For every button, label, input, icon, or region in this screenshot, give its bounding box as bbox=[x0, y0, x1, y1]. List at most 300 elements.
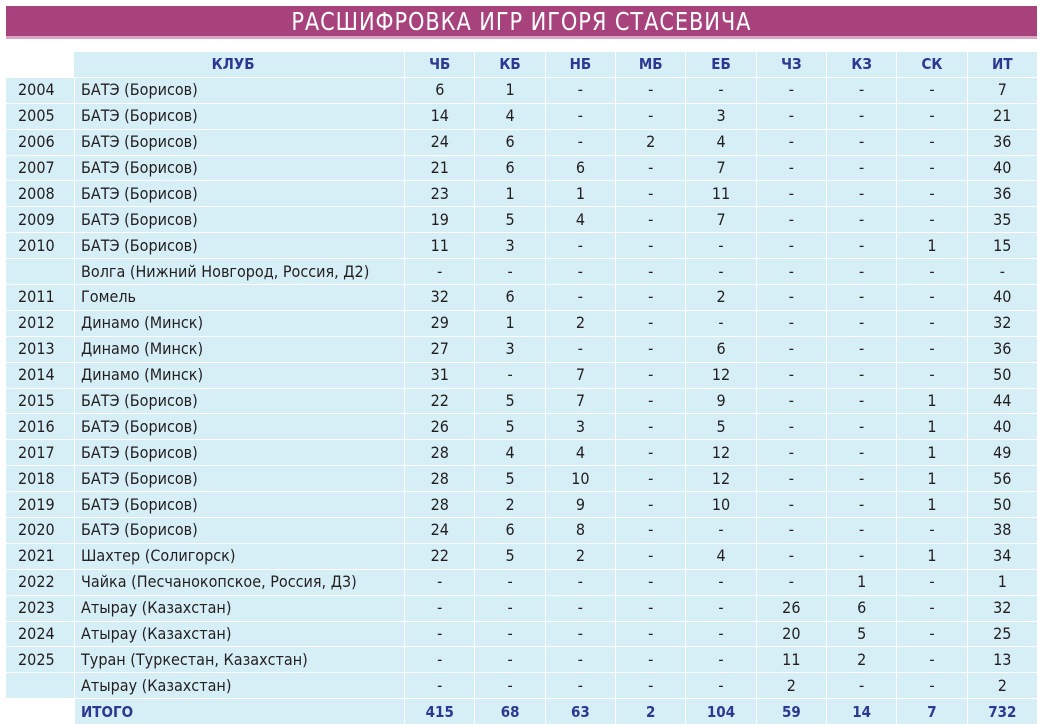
table-row bbox=[6, 622, 1037, 648]
value-cell: - bbox=[896, 570, 966, 596]
value-cell: - bbox=[545, 285, 615, 311]
table-row bbox=[6, 570, 1037, 596]
value-cell: 4 bbox=[474, 104, 544, 130]
value-cell: - bbox=[474, 622, 544, 648]
value-cell: - bbox=[896, 647, 966, 673]
value-cell: - bbox=[545, 130, 615, 156]
value-cell: 6 bbox=[685, 337, 755, 363]
header-col-nb: НБ bbox=[545, 52, 615, 78]
header-col-kz: КЗ bbox=[826, 52, 896, 78]
header-row bbox=[6, 52, 1037, 78]
value-cell: 4 bbox=[545, 440, 615, 466]
value-cell: 40 bbox=[967, 414, 1037, 440]
club-cell: Динамо (Минск) bbox=[74, 337, 404, 363]
value-cell: - bbox=[685, 596, 755, 622]
value-cell: 1 bbox=[474, 181, 544, 207]
value-cell: 25 bbox=[967, 622, 1037, 648]
total-cell: 732 bbox=[967, 699, 1037, 725]
value-cell: - bbox=[615, 440, 685, 466]
year-cell: 2023 bbox=[6, 596, 74, 622]
value-cell: - bbox=[826, 389, 896, 415]
table-row bbox=[6, 311, 1037, 337]
value-cell: - bbox=[756, 311, 826, 337]
value-cell: 2 bbox=[615, 130, 685, 156]
value-cell: - bbox=[826, 104, 896, 130]
value-cell: - bbox=[756, 544, 826, 570]
total-cell: 415 bbox=[404, 699, 474, 725]
value-cell: 36 bbox=[967, 181, 1037, 207]
value-cell: - bbox=[474, 647, 544, 673]
table-row bbox=[6, 130, 1037, 156]
table-row bbox=[6, 156, 1037, 182]
table-row bbox=[6, 233, 1037, 259]
total-cell: 59 bbox=[756, 699, 826, 725]
value-cell: - bbox=[826, 259, 896, 285]
club-cell: Атырау (Казахстан) bbox=[74, 622, 404, 648]
club-cell: БАТЭ (Борисов) bbox=[74, 466, 404, 492]
value-cell: - bbox=[545, 78, 615, 104]
year-cell: 2011 bbox=[6, 285, 74, 311]
value-cell: - bbox=[685, 673, 755, 699]
value-cell: 1 bbox=[545, 181, 615, 207]
value-cell: - bbox=[615, 181, 685, 207]
club-cell: Шахтер (Солигорск) bbox=[74, 544, 404, 570]
value-cell: - bbox=[685, 78, 755, 104]
table-body bbox=[6, 78, 1037, 699]
value-cell: - bbox=[545, 337, 615, 363]
value-cell: 50 bbox=[967, 363, 1037, 389]
table-row bbox=[6, 518, 1037, 544]
club-cell: Атырау (Казахстан) bbox=[74, 673, 404, 699]
value-cell: - bbox=[404, 622, 474, 648]
value-cell: - bbox=[404, 570, 474, 596]
value-cell: - bbox=[615, 104, 685, 130]
value-cell: - bbox=[756, 570, 826, 596]
year-cell bbox=[6, 673, 74, 699]
value-cell: - bbox=[896, 181, 966, 207]
value-cell: 11 bbox=[685, 181, 755, 207]
value-cell: - bbox=[545, 104, 615, 130]
value-cell: - bbox=[826, 78, 896, 104]
value-cell: 12 bbox=[685, 363, 755, 389]
value-cell: 3 bbox=[685, 104, 755, 130]
total-cell: 68 bbox=[474, 699, 544, 725]
club-cell: БАТЭ (Борисов) bbox=[74, 440, 404, 466]
value-cell: - bbox=[615, 156, 685, 182]
value-cell: - bbox=[826, 544, 896, 570]
value-cell: 36 bbox=[967, 130, 1037, 156]
value-cell: 5 bbox=[474, 544, 544, 570]
value-cell: 7 bbox=[545, 363, 615, 389]
value-cell: 44 bbox=[967, 389, 1037, 415]
header-col-mb: МБ bbox=[615, 52, 685, 78]
value-cell: - bbox=[756, 233, 826, 259]
value-cell: - bbox=[826, 181, 896, 207]
value-cell: - bbox=[615, 414, 685, 440]
value-cell: - bbox=[615, 389, 685, 415]
table-row bbox=[6, 596, 1037, 622]
value-cell: 9 bbox=[685, 389, 755, 415]
club-cell: Атырау (Казахстан) bbox=[74, 596, 404, 622]
value-cell: 31 bbox=[404, 363, 474, 389]
value-cell: 22 bbox=[404, 389, 474, 415]
table-row bbox=[6, 78, 1037, 104]
value-cell: 6 bbox=[404, 78, 474, 104]
year-cell: 2021 bbox=[6, 544, 74, 570]
year-cell: 2010 bbox=[6, 233, 74, 259]
value-cell: 6 bbox=[545, 156, 615, 182]
value-cell: 5 bbox=[474, 389, 544, 415]
title-bar bbox=[6, 6, 1037, 39]
value-cell: 12 bbox=[685, 440, 755, 466]
value-cell: 4 bbox=[685, 130, 755, 156]
club-cell: Туран (Туркестан, Казахстан) bbox=[74, 647, 404, 673]
table-row bbox=[6, 544, 1037, 570]
year-cell: 2008 bbox=[6, 181, 74, 207]
table-row bbox=[6, 673, 1037, 699]
value-cell: - bbox=[826, 363, 896, 389]
value-cell: 20 bbox=[756, 622, 826, 648]
value-cell: - bbox=[756, 440, 826, 466]
value-cell: 28 bbox=[404, 466, 474, 492]
value-cell: 6 bbox=[474, 156, 544, 182]
value-cell: 32 bbox=[967, 596, 1037, 622]
value-cell: 27 bbox=[404, 337, 474, 363]
table-row bbox=[6, 440, 1037, 466]
value-cell: - bbox=[615, 78, 685, 104]
value-cell: - bbox=[756, 259, 826, 285]
value-cell: 40 bbox=[967, 285, 1037, 311]
value-cell: - bbox=[896, 518, 966, 544]
value-cell: 56 bbox=[967, 466, 1037, 492]
table-row bbox=[6, 647, 1037, 673]
value-cell: - bbox=[756, 78, 826, 104]
club-cell: БАТЭ (Борисов) bbox=[74, 181, 404, 207]
value-cell: - bbox=[896, 673, 966, 699]
club-cell: БАТЭ (Борисов) bbox=[74, 414, 404, 440]
value-cell: 11 bbox=[756, 647, 826, 673]
club-cell: Чайка (Песчанокопское, Россия, Д3) bbox=[74, 570, 404, 596]
value-cell: 7 bbox=[545, 389, 615, 415]
value-cell: - bbox=[896, 363, 966, 389]
total-cell: 2 bbox=[615, 699, 685, 725]
value-cell: 6 bbox=[474, 518, 544, 544]
value-cell: - bbox=[685, 647, 755, 673]
value-cell: - bbox=[615, 207, 685, 233]
header-col-kb: КБ bbox=[474, 52, 544, 78]
value-cell: - bbox=[826, 466, 896, 492]
value-cell: - bbox=[826, 233, 896, 259]
year-cell: 2004 bbox=[6, 78, 74, 104]
value-cell: 26 bbox=[404, 414, 474, 440]
value-cell: - bbox=[615, 259, 685, 285]
value-cell: 2 bbox=[545, 544, 615, 570]
total-year-cell bbox=[6, 699, 74, 725]
club-cell: БАТЭ (Борисов) bbox=[74, 130, 404, 156]
value-cell: - bbox=[615, 596, 685, 622]
value-cell: 6 bbox=[474, 285, 544, 311]
value-cell: - bbox=[756, 414, 826, 440]
value-cell: 6 bbox=[826, 596, 896, 622]
total-cell: 7 bbox=[896, 699, 966, 725]
value-cell: - bbox=[967, 259, 1037, 285]
value-cell: 1 bbox=[896, 544, 966, 570]
value-cell: - bbox=[756, 389, 826, 415]
total-row bbox=[6, 699, 1037, 725]
value-cell: - bbox=[756, 466, 826, 492]
club-cell: БАТЭ (Борисов) bbox=[74, 492, 404, 518]
value-cell: - bbox=[474, 259, 544, 285]
total-cell: 63 bbox=[545, 699, 615, 725]
value-cell: 1 bbox=[896, 466, 966, 492]
header-year-cell bbox=[6, 52, 74, 78]
value-cell: 1 bbox=[896, 440, 966, 466]
value-cell: - bbox=[615, 466, 685, 492]
value-cell: 2 bbox=[756, 673, 826, 699]
header-col-eb: ЕБ bbox=[685, 52, 755, 78]
value-cell: - bbox=[826, 156, 896, 182]
header-col-it: ИТ bbox=[967, 52, 1037, 78]
value-cell: 35 bbox=[967, 207, 1037, 233]
value-cell: 10 bbox=[545, 466, 615, 492]
value-cell: 21 bbox=[404, 156, 474, 182]
value-cell: - bbox=[896, 207, 966, 233]
value-cell: - bbox=[896, 78, 966, 104]
year-cell: 2020 bbox=[6, 518, 74, 544]
value-cell: - bbox=[474, 570, 544, 596]
header-col-chb: ЧБ bbox=[404, 52, 474, 78]
value-cell: 1 bbox=[474, 311, 544, 337]
value-cell: 36 bbox=[967, 337, 1037, 363]
club-cell: Динамо (Минск) bbox=[74, 363, 404, 389]
value-cell: 40 bbox=[967, 156, 1037, 182]
club-cell: Динамо (Минск) bbox=[74, 311, 404, 337]
table-row bbox=[6, 337, 1037, 363]
value-cell: - bbox=[404, 596, 474, 622]
year-cell: 2018 bbox=[6, 466, 74, 492]
value-cell: 1 bbox=[967, 570, 1037, 596]
value-cell: - bbox=[826, 337, 896, 363]
table-row bbox=[6, 104, 1037, 130]
value-cell: - bbox=[615, 363, 685, 389]
value-cell: - bbox=[756, 337, 826, 363]
club-cell: Гомель bbox=[74, 285, 404, 311]
year-cell: 2005 bbox=[6, 104, 74, 130]
value-cell: 7 bbox=[685, 207, 755, 233]
value-cell: 24 bbox=[404, 518, 474, 544]
total-cell: 104 bbox=[685, 699, 755, 725]
value-cell: 29 bbox=[404, 311, 474, 337]
value-cell: 15 bbox=[967, 233, 1037, 259]
value-cell: 7 bbox=[967, 78, 1037, 104]
value-cell: 11 bbox=[404, 233, 474, 259]
value-cell: 5 bbox=[474, 466, 544, 492]
value-cell: 1 bbox=[896, 414, 966, 440]
value-cell: - bbox=[545, 259, 615, 285]
value-cell: 12 bbox=[685, 466, 755, 492]
value-cell: - bbox=[896, 104, 966, 130]
value-cell: - bbox=[826, 518, 896, 544]
value-cell: - bbox=[826, 130, 896, 156]
value-cell: - bbox=[404, 259, 474, 285]
year-cell: 2019 bbox=[6, 492, 74, 518]
header-col-chz: ЧЗ bbox=[756, 52, 826, 78]
value-cell: 8 bbox=[545, 518, 615, 544]
value-cell: - bbox=[545, 233, 615, 259]
value-cell: - bbox=[685, 622, 755, 648]
value-cell: - bbox=[896, 156, 966, 182]
value-cell: - bbox=[685, 311, 755, 337]
value-cell: - bbox=[474, 596, 544, 622]
value-cell: 28 bbox=[404, 492, 474, 518]
value-cell: - bbox=[545, 673, 615, 699]
value-cell: - bbox=[474, 673, 544, 699]
value-cell: - bbox=[826, 673, 896, 699]
year-cell: 2015 bbox=[6, 389, 74, 415]
value-cell: - bbox=[756, 518, 826, 544]
year-cell: 2012 bbox=[6, 311, 74, 337]
year-cell: 2014 bbox=[6, 363, 74, 389]
value-cell: 5 bbox=[826, 622, 896, 648]
table-row bbox=[6, 389, 1037, 415]
value-cell: 24 bbox=[404, 130, 474, 156]
stats-table bbox=[6, 52, 1037, 725]
club-cell: БАТЭ (Борисов) bbox=[74, 207, 404, 233]
value-cell: - bbox=[615, 647, 685, 673]
value-cell: - bbox=[896, 130, 966, 156]
value-cell: - bbox=[756, 130, 826, 156]
value-cell: - bbox=[615, 285, 685, 311]
value-cell: 4 bbox=[474, 440, 544, 466]
value-cell: 4 bbox=[685, 544, 755, 570]
club-cell: БАТЭ (Борисов) bbox=[74, 78, 404, 104]
value-cell: 32 bbox=[404, 285, 474, 311]
club-cell: БАТЭ (Борисов) bbox=[74, 104, 404, 130]
value-cell: - bbox=[896, 311, 966, 337]
value-cell: 34 bbox=[967, 544, 1037, 570]
value-cell: - bbox=[545, 596, 615, 622]
year-cell: 2013 bbox=[6, 337, 74, 363]
year-cell: 2009 bbox=[6, 207, 74, 233]
year-cell: 2006 bbox=[6, 130, 74, 156]
value-cell: - bbox=[896, 596, 966, 622]
value-cell: - bbox=[615, 518, 685, 544]
value-cell: 1 bbox=[896, 492, 966, 518]
year-cell: 2007 bbox=[6, 156, 74, 182]
value-cell: - bbox=[756, 285, 826, 311]
club-cell: БАТЭ (Борисов) bbox=[74, 156, 404, 182]
table-row bbox=[6, 207, 1037, 233]
header-club: КЛУБ bbox=[74, 52, 404, 78]
value-cell: 5 bbox=[474, 414, 544, 440]
year-cell bbox=[6, 259, 74, 285]
value-cell: 2 bbox=[967, 673, 1037, 699]
value-cell: 1 bbox=[896, 389, 966, 415]
value-cell: - bbox=[756, 104, 826, 130]
value-cell: - bbox=[545, 647, 615, 673]
value-cell: 21 bbox=[967, 104, 1037, 130]
value-cell: 2 bbox=[474, 492, 544, 518]
value-cell: 2 bbox=[685, 285, 755, 311]
table-row bbox=[6, 259, 1037, 285]
value-cell: 3 bbox=[474, 337, 544, 363]
value-cell: - bbox=[826, 207, 896, 233]
value-cell: - bbox=[756, 156, 826, 182]
club-cell: БАТЭ (Борисов) bbox=[74, 233, 404, 259]
value-cell: - bbox=[615, 622, 685, 648]
value-cell: 22 bbox=[404, 544, 474, 570]
year-cell: 2017 bbox=[6, 440, 74, 466]
value-cell: - bbox=[896, 259, 966, 285]
value-cell: 1 bbox=[474, 78, 544, 104]
table-row bbox=[6, 285, 1037, 311]
value-cell: - bbox=[896, 622, 966, 648]
value-cell: - bbox=[756, 207, 826, 233]
value-cell: 28 bbox=[404, 440, 474, 466]
value-cell: - bbox=[615, 492, 685, 518]
value-cell: 9 bbox=[545, 492, 615, 518]
club-cell: Волга (Нижний Новгород, Россия, Д2) bbox=[74, 259, 404, 285]
value-cell: - bbox=[545, 622, 615, 648]
value-cell: - bbox=[615, 233, 685, 259]
value-cell: - bbox=[404, 673, 474, 699]
value-cell: 6 bbox=[474, 130, 544, 156]
value-cell: 5 bbox=[474, 207, 544, 233]
total-label: ИТОГО bbox=[74, 699, 404, 725]
value-cell: - bbox=[615, 311, 685, 337]
value-cell: - bbox=[615, 544, 685, 570]
club-cell: БАТЭ (Борисов) bbox=[74, 389, 404, 415]
value-cell: - bbox=[615, 337, 685, 363]
value-cell: - bbox=[685, 259, 755, 285]
table-row bbox=[6, 363, 1037, 389]
value-cell: 50 bbox=[967, 492, 1037, 518]
value-cell: - bbox=[756, 363, 826, 389]
table-row bbox=[6, 492, 1037, 518]
value-cell: 3 bbox=[474, 233, 544, 259]
value-cell: 19 bbox=[404, 207, 474, 233]
header-col-sk: СК bbox=[896, 52, 966, 78]
value-cell: 2 bbox=[545, 311, 615, 337]
table-row bbox=[6, 466, 1037, 492]
value-cell: 1 bbox=[896, 233, 966, 259]
value-cell: 23 bbox=[404, 181, 474, 207]
year-cell: 2025 bbox=[6, 647, 74, 673]
value-cell: - bbox=[896, 337, 966, 363]
value-cell: - bbox=[756, 181, 826, 207]
value-cell: 38 bbox=[967, 518, 1037, 544]
value-cell: - bbox=[685, 570, 755, 596]
value-cell: 32 bbox=[967, 311, 1037, 337]
value-cell: - bbox=[685, 233, 755, 259]
value-cell: - bbox=[756, 492, 826, 518]
value-cell: - bbox=[615, 673, 685, 699]
value-cell: - bbox=[474, 363, 544, 389]
value-cell: 14 bbox=[404, 104, 474, 130]
value-cell: - bbox=[826, 492, 896, 518]
value-cell: 26 bbox=[756, 596, 826, 622]
year-cell: 2016 bbox=[6, 414, 74, 440]
value-cell: 1 bbox=[826, 570, 896, 596]
page-title: РАСШИФРОВКА ИГР ИГОРЯ СТАСЕВИЧА bbox=[291, 6, 752, 36]
year-cell: 2024 bbox=[6, 622, 74, 648]
table-row bbox=[6, 181, 1037, 207]
value-cell: - bbox=[826, 440, 896, 466]
value-cell: 5 bbox=[685, 414, 755, 440]
value-cell: - bbox=[545, 570, 615, 596]
value-cell: 4 bbox=[545, 207, 615, 233]
value-cell: - bbox=[826, 311, 896, 337]
